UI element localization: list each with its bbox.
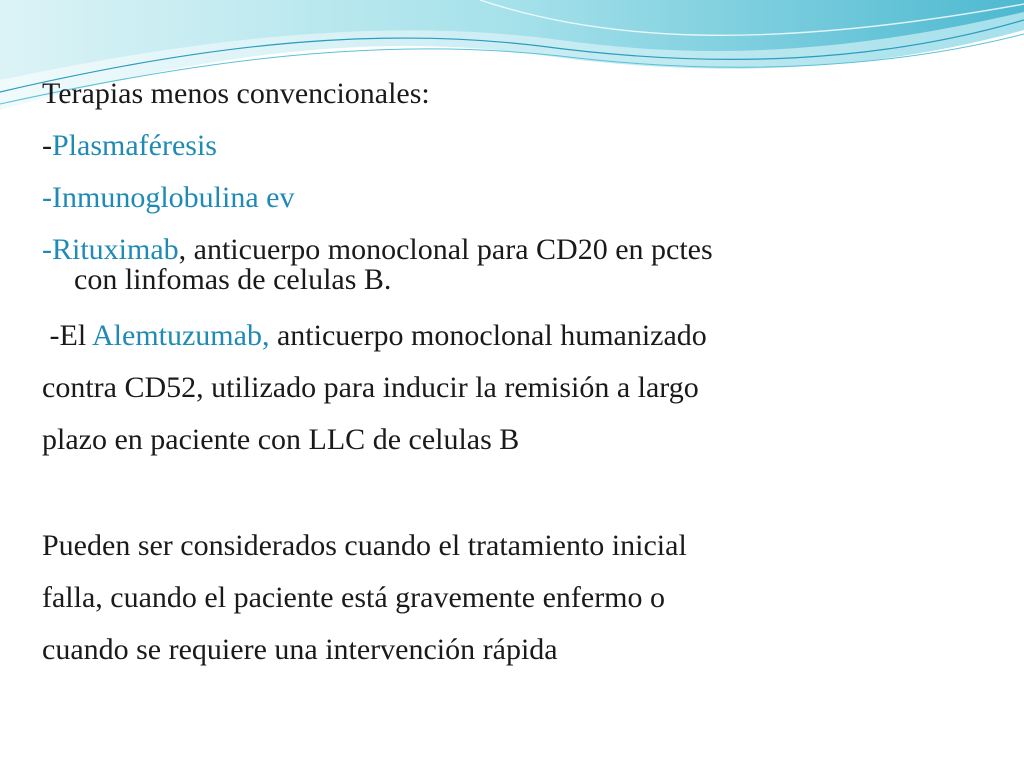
item-prefix: - xyxy=(42,129,52,162)
item-rituximab xyxy=(42,224,1002,266)
item-prefix: -El xyxy=(42,319,92,352)
alemtuzumab-line: contra CD52, utilizado para inducir la remisión a largo xyxy=(42,371,699,404)
heading: Terapias menos convencionales: xyxy=(42,77,430,110)
alemtuzumab-line: plazo en paciente con LLC de celulas B xyxy=(42,423,520,456)
item-highlight: -Rituximab xyxy=(42,233,179,266)
closing-line: falla, cuando el paciente está gravemente enfermo o xyxy=(42,581,666,614)
slide-body xyxy=(42,68,1002,676)
item-highlight: Plasmaféresis xyxy=(52,129,217,162)
item-alemtuzumab xyxy=(42,310,1002,362)
item-highlight: Alemtuzumab, xyxy=(92,319,270,352)
item-highlight: -Inmunoglobulina ev xyxy=(42,181,295,214)
closing-line: Pueden ser considerados cuando el tratamiento inicial xyxy=(42,529,687,562)
item-rituximab-continuation: con linfomas de celulas B. xyxy=(74,263,392,296)
closing-line: cuando se requiere una intervención rápida xyxy=(42,633,558,666)
item-plasmaferesis xyxy=(42,120,1002,172)
item-inmunoglobulina xyxy=(42,172,1002,224)
item-text: anticuerpo monoclonal humanizado xyxy=(269,319,707,352)
item-text: , anticuerpo monoclonal para CD20 en pctes xyxy=(178,233,713,266)
spacer xyxy=(42,466,1002,520)
